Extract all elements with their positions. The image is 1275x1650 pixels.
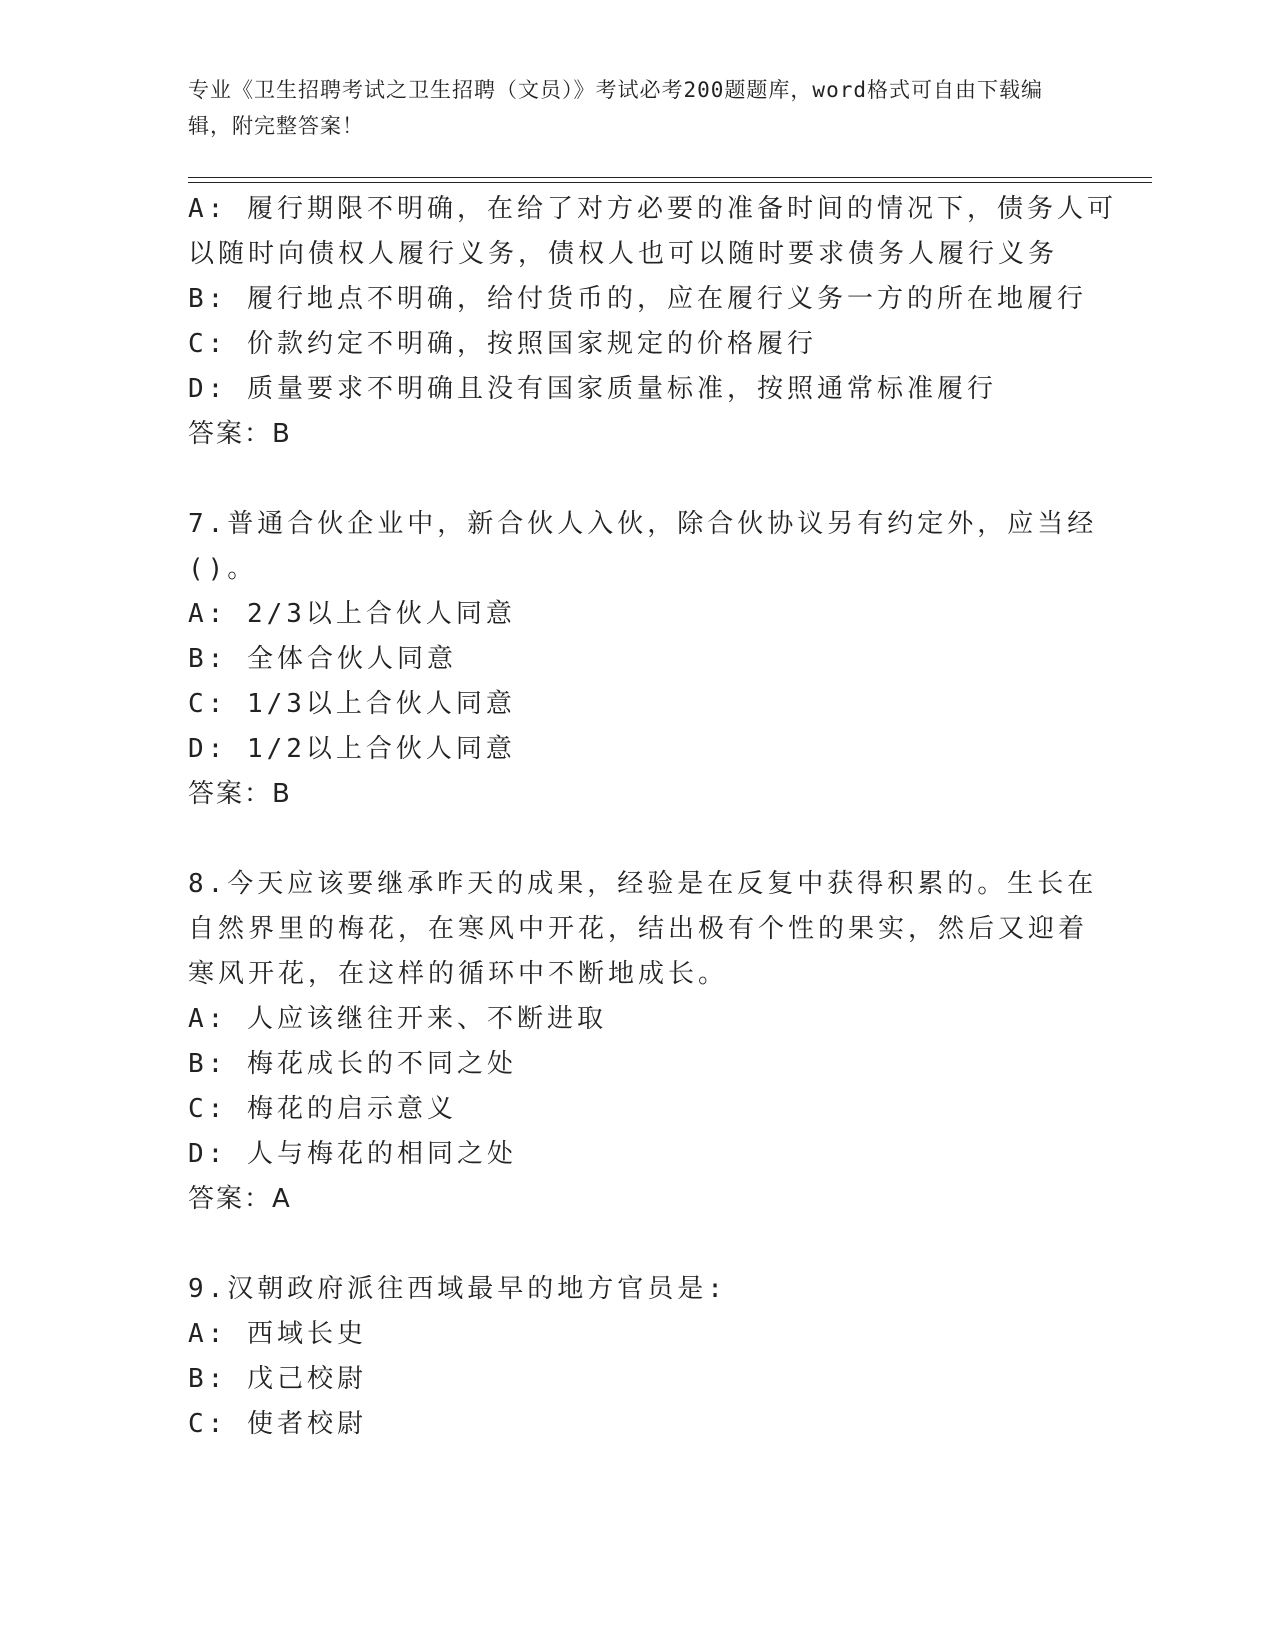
- option-line: D: 人与梅花的相同之处: [188, 1139, 517, 1169]
- option-line: C: 使者校尉: [188, 1409, 367, 1439]
- question-line: 7.普通合伙企业中，新合伙人入伙，除合伙协议另有约定外，应当经: [188, 509, 1098, 539]
- answer-line: 答案：B: [188, 419, 292, 449]
- question-line: 9.汉朝政府派往西域最早的地方官员是:: [188, 1274, 727, 1304]
- option-line: D: 1/2以上合伙人同意: [188, 734, 516, 764]
- option-line: C: 价款约定不明确，按照国家规定的价格履行: [188, 329, 817, 359]
- option-line: B: 履行地点不明确，给付货币的，应在履行义务一方的所在地履行: [188, 284, 1087, 314]
- question-line: 自然界里的梅花，在寒风中开花，结出极有个性的果实，然后又迎着: [188, 914, 1089, 944]
- option-line: A: 人应该继往开来、不断进取: [188, 1004, 607, 1034]
- option-line: A: 西域长史: [188, 1319, 367, 1349]
- question-line: ()。: [188, 554, 258, 584]
- option-line: B: 全体合伙人同意: [188, 644, 457, 674]
- option-line: B: 戊己校尉: [188, 1364, 367, 1394]
- option-line: D: 质量要求不明确且没有国家质量标准，按照通常标准履行: [188, 374, 997, 404]
- option-line: A: 履行期限不明确，在给了对方必要的准备时间的情况下，债务人可: [188, 194, 1117, 224]
- question-line: 寒风开花，在这样的循环中不断地成长。: [188, 959, 729, 989]
- header-divider-top: [188, 177, 1152, 178]
- answer-line: 答案：A: [188, 1184, 292, 1214]
- option-line: A: 2/3以上合伙人同意: [188, 599, 516, 629]
- option-line: B: 梅花成长的不同之处: [188, 1049, 517, 1079]
- option-line: 以随时向债权人履行义务，债权人也可以随时要求债务人履行义务: [188, 239, 1059, 269]
- option-line: C: 梅花的启示意义: [188, 1094, 457, 1124]
- option-line: C: 1/3以上合伙人同意: [188, 689, 516, 719]
- answer-line: 答案：B: [188, 779, 292, 809]
- header-divider-bottom: [188, 182, 1152, 183]
- document-header: 专业《卫生招聘考试之卫生招聘（文员）》考试必考200题题库，word格式可自由下载编辑，附完整答案！: [188, 78, 1043, 138]
- question-line: 8.今天应该要继承昨天的成果，经验是在反复中获得积累的。生长在: [188, 869, 1098, 899]
